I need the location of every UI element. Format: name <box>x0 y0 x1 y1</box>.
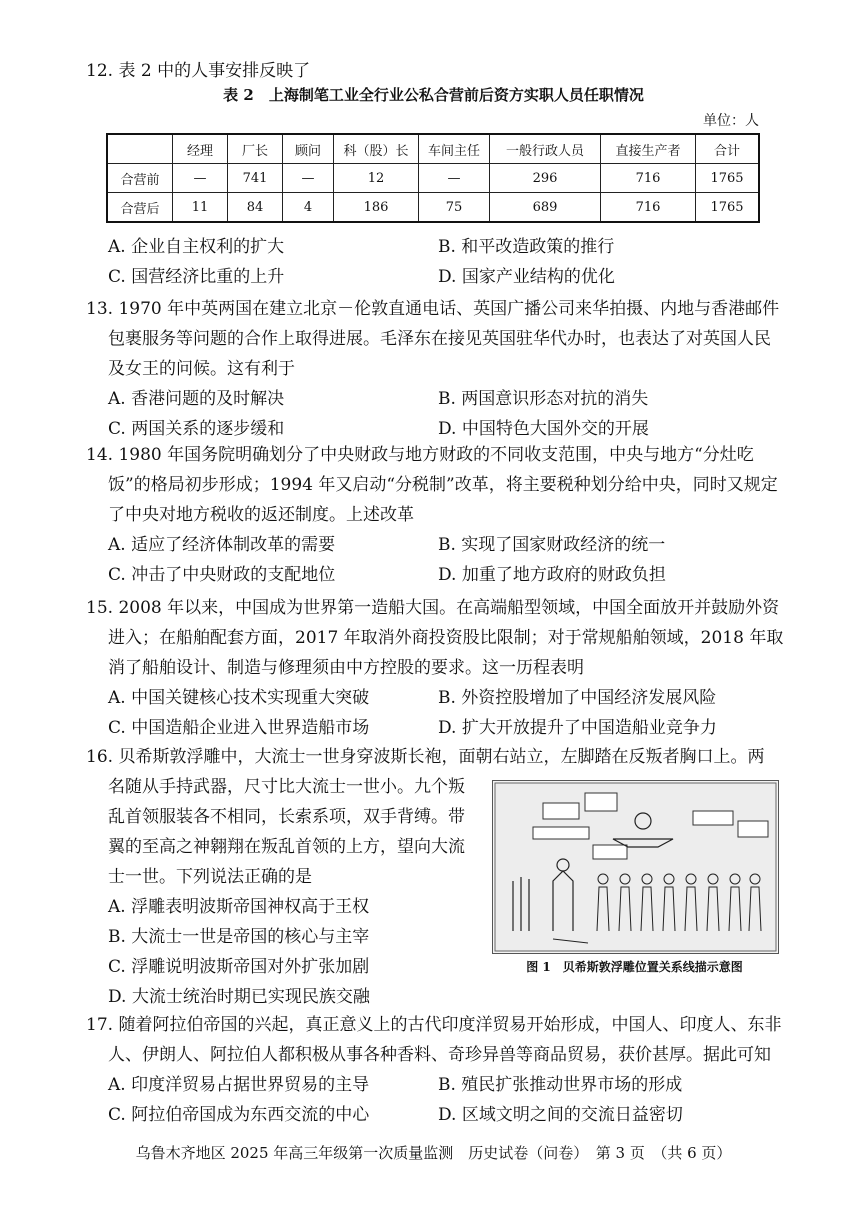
table-header: 经理 <box>173 134 228 164</box>
question-15 <box>86 593 786 743</box>
option-c: C. 中国造船企业进入世界造船市场 <box>108 718 370 738</box>
question-stem: 15. 2008 年以来，中国成为世界第一造船大国。在高端船型领域，中国全面放开并鼓励外资进入；在船舶配套方面，2017 年取消外商投资股比限制；对于常规船舶领域，2018 年取消了船舶设计、制造与修理须由中方控股的要求。这一历程表明 <box>86 598 784 678</box>
table-row <box>107 193 759 223</box>
table-cell: 12 <box>334 164 419 193</box>
question-14 <box>86 440 786 590</box>
option-d: D. 大流士统治时期已实现民族交融 <box>108 987 370 1007</box>
option-c: C. 浮雕说明波斯帝国对外扩张加剧 <box>108 957 370 977</box>
question-13 <box>86 294 786 444</box>
table-header: 顾问 <box>283 134 334 164</box>
table-header: 合计 <box>696 134 760 164</box>
option-a: A. 香港问题的及时解决 <box>108 389 285 409</box>
question-stem: 14. 1980 年国务院明确划分了中央财政与地方财政的不同收支范围，中央与地方“分灶吃饭”的格局初步形成；1994 年又启动“分税制”改革，将主要税种划分给中央，同时又规定了中央对地方税收的返还制度。上述改革 <box>86 445 778 525</box>
table-header <box>107 134 173 164</box>
option-b: B. 两国意识形态对抗的消失 <box>438 389 649 409</box>
question-16-text <box>86 742 786 772</box>
option-a: A. 浮雕表明波斯帝国神权高于王权 <box>108 897 370 917</box>
option-b: B. 殖民扩张推动世界市场的形成 <box>438 1075 683 1095</box>
table-cell: 75 <box>419 193 490 223</box>
table-cell: 11 <box>173 193 228 223</box>
option-b: B. 和平改造政策的推行 <box>438 237 615 257</box>
table-cell: 716 <box>601 164 696 193</box>
behistun-relief-figure <box>492 780 779 954</box>
question-12 <box>86 56 786 86</box>
relief-sketch-icon <box>493 781 778 953</box>
table-row <box>107 164 759 193</box>
option-d: D. 中国特色大国外交的开展 <box>438 419 649 439</box>
option-d: D. 扩大开放提升了中国造船业竞争力 <box>438 718 717 738</box>
table-header-row <box>107 134 759 164</box>
option-a: A. 中国关键核心技术实现重大突破 <box>108 688 370 708</box>
option-b: B. 实现了国家财政经济的统一 <box>438 535 666 555</box>
option-d: D. 国家产业结构的优化 <box>438 267 615 287</box>
table-cell: 1765 <box>696 193 760 223</box>
q16-line-1: 16. 贝希斯敦浮雕中，大流士一世身穿波斯长袍，面朝右站立，左脚踏在反叛者胸口上。两 <box>86 747 765 767</box>
table-cell: 186 <box>334 193 419 223</box>
table-title: 表 2 上海制笔工业全行业公私合营前后资方实职人员任职情况 <box>223 86 644 104</box>
table-cell: — <box>283 164 334 193</box>
option-c: C. 国营经济比重的上升 <box>108 267 285 287</box>
option-b: B. 外资控股增加了中国经济发展风险 <box>438 688 717 708</box>
option-a: A. 适应了经济体制改革的需要 <box>108 535 336 555</box>
table-cell: 296 <box>490 164 601 193</box>
question-16-options <box>108 892 488 1012</box>
table-cell: 1765 <box>696 164 760 193</box>
table-header: 直接生产者 <box>601 134 696 164</box>
figure-caption: 图 1 贝希斯敦浮雕位置关系线描示意图 <box>526 960 743 974</box>
option-a: A. 印度洋贸易占据世界贸易的主导 <box>108 1075 370 1095</box>
table-cell: 合营后 <box>107 193 173 223</box>
personnel-table <box>106 133 760 223</box>
table-cell: 689 <box>490 193 601 223</box>
table-header: 车间主任 <box>419 134 490 164</box>
table-unit: 单位：人 <box>703 113 759 129</box>
option-d: D. 区域文明之间的交流日益密切 <box>438 1105 683 1125</box>
table-header: 一般行政人员 <box>490 134 601 164</box>
q16-wrapped: 名随从手持武器，尺寸比大流士一世小。九个叛乱首领服装各不相同，长索系项，双手背缚。带翼的至高之神翱翔在叛乱首领的上方，望向大流士一世。下列说法正确的是 <box>108 777 465 887</box>
table-header: 厂长 <box>228 134 283 164</box>
option-a: A. 企业自主权利的扩大 <box>108 237 285 257</box>
table-cell: 4 <box>283 193 334 223</box>
table-cell: — <box>419 164 490 193</box>
table-cell: 合营前 <box>107 164 173 193</box>
question-stem: 12. 表 2 中的人事安排反映了 <box>86 61 311 81</box>
option-c: C. 两国关系的逐步缓和 <box>108 419 285 439</box>
question-12-options <box>86 232 786 292</box>
table-cell: 716 <box>601 193 696 223</box>
table-header: 科（股）长 <box>334 134 419 164</box>
page-footer: 乌鲁木齐地区 2025 年高三年级第一次质量监测 历史试卷（问卷） 第 3 页 （共 6 页） <box>135 1144 732 1162</box>
question-stem: 17. 随着阿拉伯帝国的兴起，真正意义上的古代印度洋贸易开始形成，中国人、印度人、东非人、伊朗人、阿拉伯人都积极从事各种香料、奇珍异兽等商品贸易，获价甚厚。据此可知 <box>86 1015 782 1065</box>
option-d: D. 加重了地方政府的财政负担 <box>438 565 666 585</box>
table-cell: 741 <box>228 164 283 193</box>
table-cell: 84 <box>228 193 283 223</box>
question-stem: 13. 1970 年中英两国在建立北京－伦敦直通电话、英国广播公司来华拍摄、内地与香港邮件包裹服务等问题的合作上取得进展。毛泽东在接见英国驻华代办时，也表达了对英国人民及女王的问候。这有利于 <box>86 299 780 379</box>
option-c: C. 阿拉伯帝国成为东西交流的中心 <box>108 1105 370 1125</box>
question-17 <box>86 1010 786 1130</box>
option-b: B. 大流士一世是帝国的核心与主宰 <box>108 927 370 947</box>
option-c: C. 冲击了中央财政的支配地位 <box>108 565 336 585</box>
table-cell: — <box>173 164 228 193</box>
